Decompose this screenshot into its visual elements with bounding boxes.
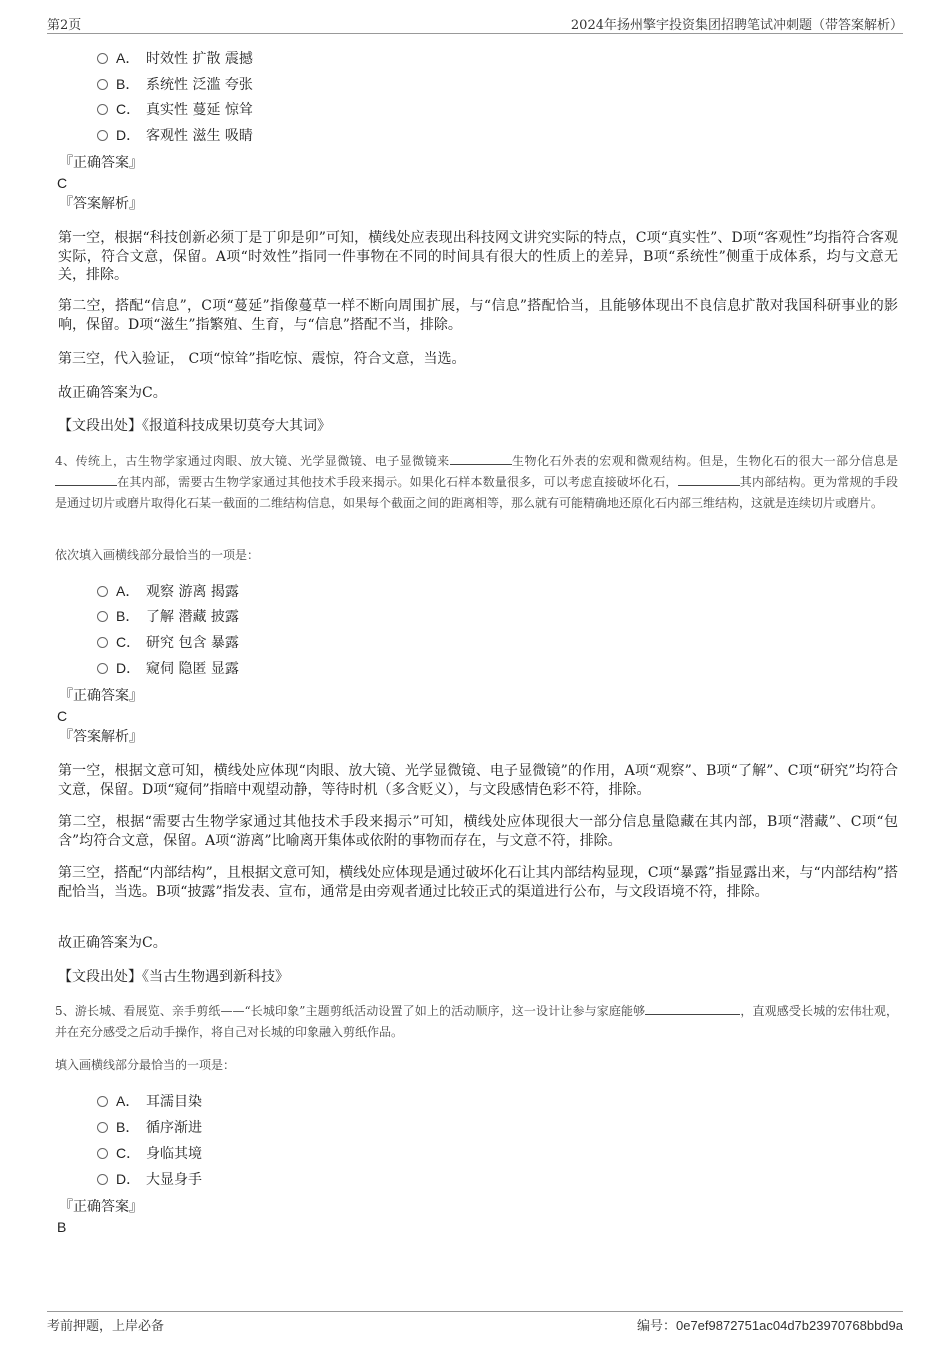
page-footer	[47, 1311, 903, 1336]
q3-answer: C	[57, 175, 68, 191]
footer-slogan: 考前押题，上岸必备	[47, 1319, 165, 1334]
q4-option-b[interactable]: B． 了解 潜藏 披露	[97, 606, 239, 626]
q3-analysis-label: 『答案解析』	[59, 196, 143, 212]
radio-icon[interactable]	[97, 611, 108, 622]
q4-prompt: 依次填入画横线部分最恰当的一项是：	[55, 548, 260, 562]
q4-option-c[interactable]: C． 研究 包含 暴露	[97, 632, 239, 652]
page-number: 第2页	[47, 18, 82, 33]
blank-line	[678, 473, 740, 486]
q4-analysis-label: 『答案解析』	[59, 729, 143, 745]
radio-icon[interactable]	[97, 586, 108, 597]
blank-line	[55, 473, 117, 486]
q5-answer: B	[57, 1219, 67, 1235]
blank-line	[450, 452, 512, 465]
q3-analysis-para-3: 第三空，代入验证， C项“惊耸”指吃惊、震惊，符合文意，当选。	[58, 351, 466, 367]
radio-icon[interactable]	[97, 1174, 108, 1185]
q3-analysis-para-1: 第一空，根据“科技创新必须丁是丁卯是卯”可知，横线处应表现出科技网文讲究实际的特点，C项“真实性”、D项“客观性”均指符合客观实际，符合文意，保留。A项“时效性”指同一件事物在不同的时间具有很大的性质上的差异，B项“系统性”侧重于成体系，均与文意无关，排除。	[58, 230, 898, 283]
q3-source: 【文段出处】《报道科技成果切莫夸大其词》	[58, 418, 331, 434]
document-title: 2024年扬州擎宇投资集团招聘笔试冲刺题（带答案解析）	[570, 18, 903, 33]
q3-analysis-para-4: 故正确答案为C。	[58, 385, 167, 401]
radio-icon[interactable]	[97, 637, 108, 648]
q3-option-a[interactable]: A． 时效性 扩散 震撼	[97, 48, 253, 68]
radio-icon[interactable]	[97, 1096, 108, 1107]
radio-icon[interactable]	[97, 104, 108, 115]
q5-prompt: 填入画横线部分最恰当的一项是：	[55, 1058, 236, 1072]
q4-option-a[interactable]: A． 观察 游离 揭露	[97, 581, 239, 601]
q4-answer-label: 『正确答案』	[59, 688, 143, 704]
radio-icon[interactable]	[97, 79, 108, 90]
q4-analysis-para-3: 第三空，搭配“内部结构”，且根据文意可知，横线处应体现是通过破坏化石让其内部结构显现，C项“暴露”指显露出来，与“内部结构”搭配恰当，当选。B项“披露”指发表、宣布，通常是由旁观者通过比较正式的渠道进行公布，与文段语境不符，排除。	[58, 865, 898, 900]
q5-answer-label: 『正确答案』	[59, 1199, 143, 1215]
q3-answer-label: 『正确答案』	[59, 155, 143, 171]
q4-analysis-para-4: 故正确答案为C。	[58, 935, 167, 951]
q5-option-b[interactable]: B． 循序渐进	[97, 1117, 202, 1137]
document-code: 编号：0e7ef9872751ac04d7b23970768bbd9a	[636, 1318, 903, 1334]
q3-option-b[interactable]: B． 系统性 泛滥 夸张	[97, 74, 253, 94]
q4-source: 【文段出处】《当古生物遇到新科技》	[58, 969, 289, 985]
q4-stem: 4、传统上，古生物学家通过肉眼、放大镜、光学显微镜、电子显微镜来 生物化石外表的宏观和微观结构。但是，生物化石的很大一部分信息是在其内部，需要古生物学家通过其他技术手段来揭示。如果化石样本数量很多，可以考虑直接破坏化石， 其内部结构。更为常规的手段是通过切片或磨片取得化石某一截面的二维结构信息，如果每个截面之间的距离相等，那么就有可能精确地还原化石内部三维结构，这就是连续切片或磨片。	[55, 454, 898, 510]
q4-analysis-para-2: 第二空，根据“需要古生物学家通过其他技术手段来揭示”可知，横线处应体现很大一部分信息量隐藏在其内部，B项“潜藏”、C项“包含”均符合文意，保留。A项“游离”比喻离开集体或依附的事物而存在，与文意不符，排除。	[58, 814, 898, 849]
q4-answer: C	[57, 708, 68, 724]
page-header	[47, 14, 903, 34]
q5-stem: 5、游长城、看展览、亲手剪纸——“长城印象”主题剪纸活动设置了如上的活动顺序，这一设计让参与家庭能够 ，直观感受长城的宏伟壮观，并在充分感受之后动手操作，将自己对长城的印象融入剪纸作品。	[55, 1004, 898, 1039]
q3-option-d[interactable]: D． 客观性 滋生 吸睛	[97, 125, 253, 145]
q4-analysis-para-1: 第一空，根据文意可知，横线处应体现“肉眼、放大镜、光学显微镜、电子显微镜”的作用，A项“观察”、B项“了解”、C项“研究”均符合文意，保留。D项“窥伺”指暗中观望动静，等待时机（多含贬义），与文段感情色彩不符，排除。	[58, 763, 898, 798]
radio-icon[interactable]	[97, 663, 108, 674]
q3-option-c[interactable]: C． 真实性 蔓延 惊耸	[97, 99, 253, 119]
q3-analysis-para-2: 第二空，搭配“信息”，C项“蔓延”指像蔓草一样不断向周围扩展，与“信息”搭配恰当，且能够体现出不良信息扩散对我国科研事业的影响，保留。D项“滋生”指繁殖、生育，与“信息”搭配不当，排除。	[58, 298, 898, 333]
radio-icon[interactable]	[97, 1122, 108, 1133]
blank-line	[645, 1002, 740, 1015]
radio-icon[interactable]	[97, 130, 108, 141]
q5-option-c[interactable]: C． 身临其境	[97, 1143, 202, 1163]
q5-option-a[interactable]: A． 耳濡目染	[97, 1091, 202, 1111]
q4-option-d[interactable]: D． 窥伺 隐匿 显露	[97, 658, 239, 678]
q5-option-d[interactable]: D． 大显身手	[97, 1169, 202, 1189]
radio-icon[interactable]	[97, 1148, 108, 1159]
radio-icon[interactable]	[97, 53, 108, 64]
